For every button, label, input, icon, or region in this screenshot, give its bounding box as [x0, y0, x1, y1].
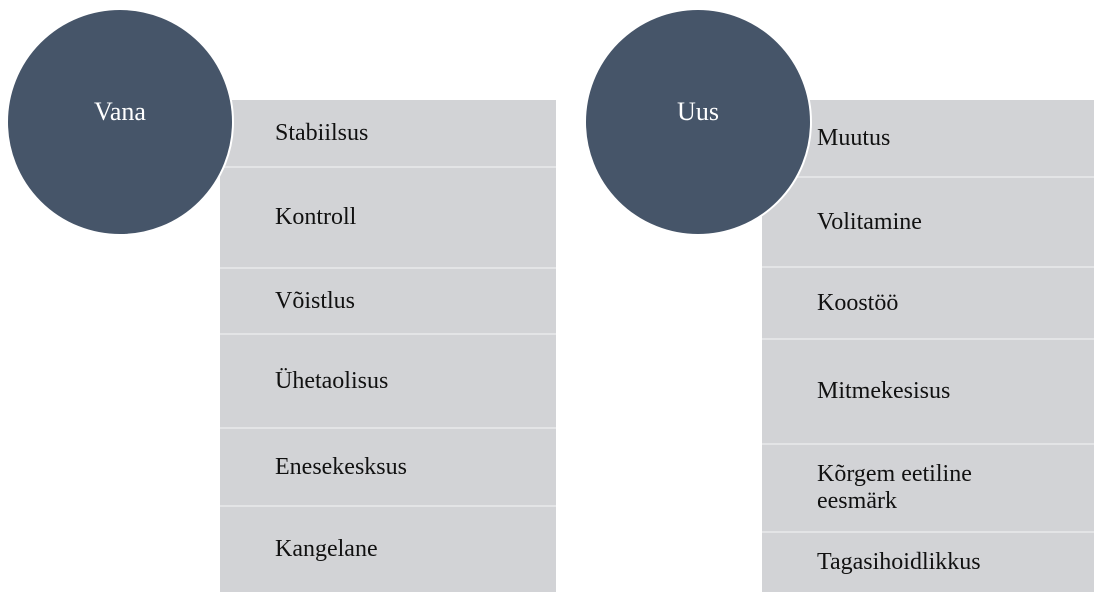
list-item-uus-4: Mitmekesisus — [817, 378, 951, 404]
list-item-uus-5: Kõrgem eetiline eesmärk — [817, 461, 972, 514]
list-uus — [762, 100, 1094, 592]
list-item-uus-1: Muutus — [817, 124, 891, 151]
list-item-uus-6: Tagasihoidlikkus — [817, 549, 981, 575]
list-item-uus-3: Koostöö — [817, 289, 899, 316]
list-item-vana-1: Stabiilsus — [275, 119, 369, 146]
circle-uus — [584, 8, 812, 236]
circle-vana — [6, 8, 234, 236]
list-item-vana-3: Võistlus — [275, 287, 356, 314]
list-item-uus-2: Volitamine — [817, 208, 922, 235]
circle-label: Vana — [94, 97, 146, 126]
circle-label: Uus — [677, 97, 719, 126]
list-item-vana-4: Ühetaolisus — [275, 367, 389, 394]
list-item-vana-2: Kontroll — [275, 204, 357, 230]
list-item-vana-5: Enesekesksus — [275, 453, 407, 480]
list-vana — [220, 100, 556, 592]
list-item-vana-6: Kangelane — [275, 536, 378, 562]
